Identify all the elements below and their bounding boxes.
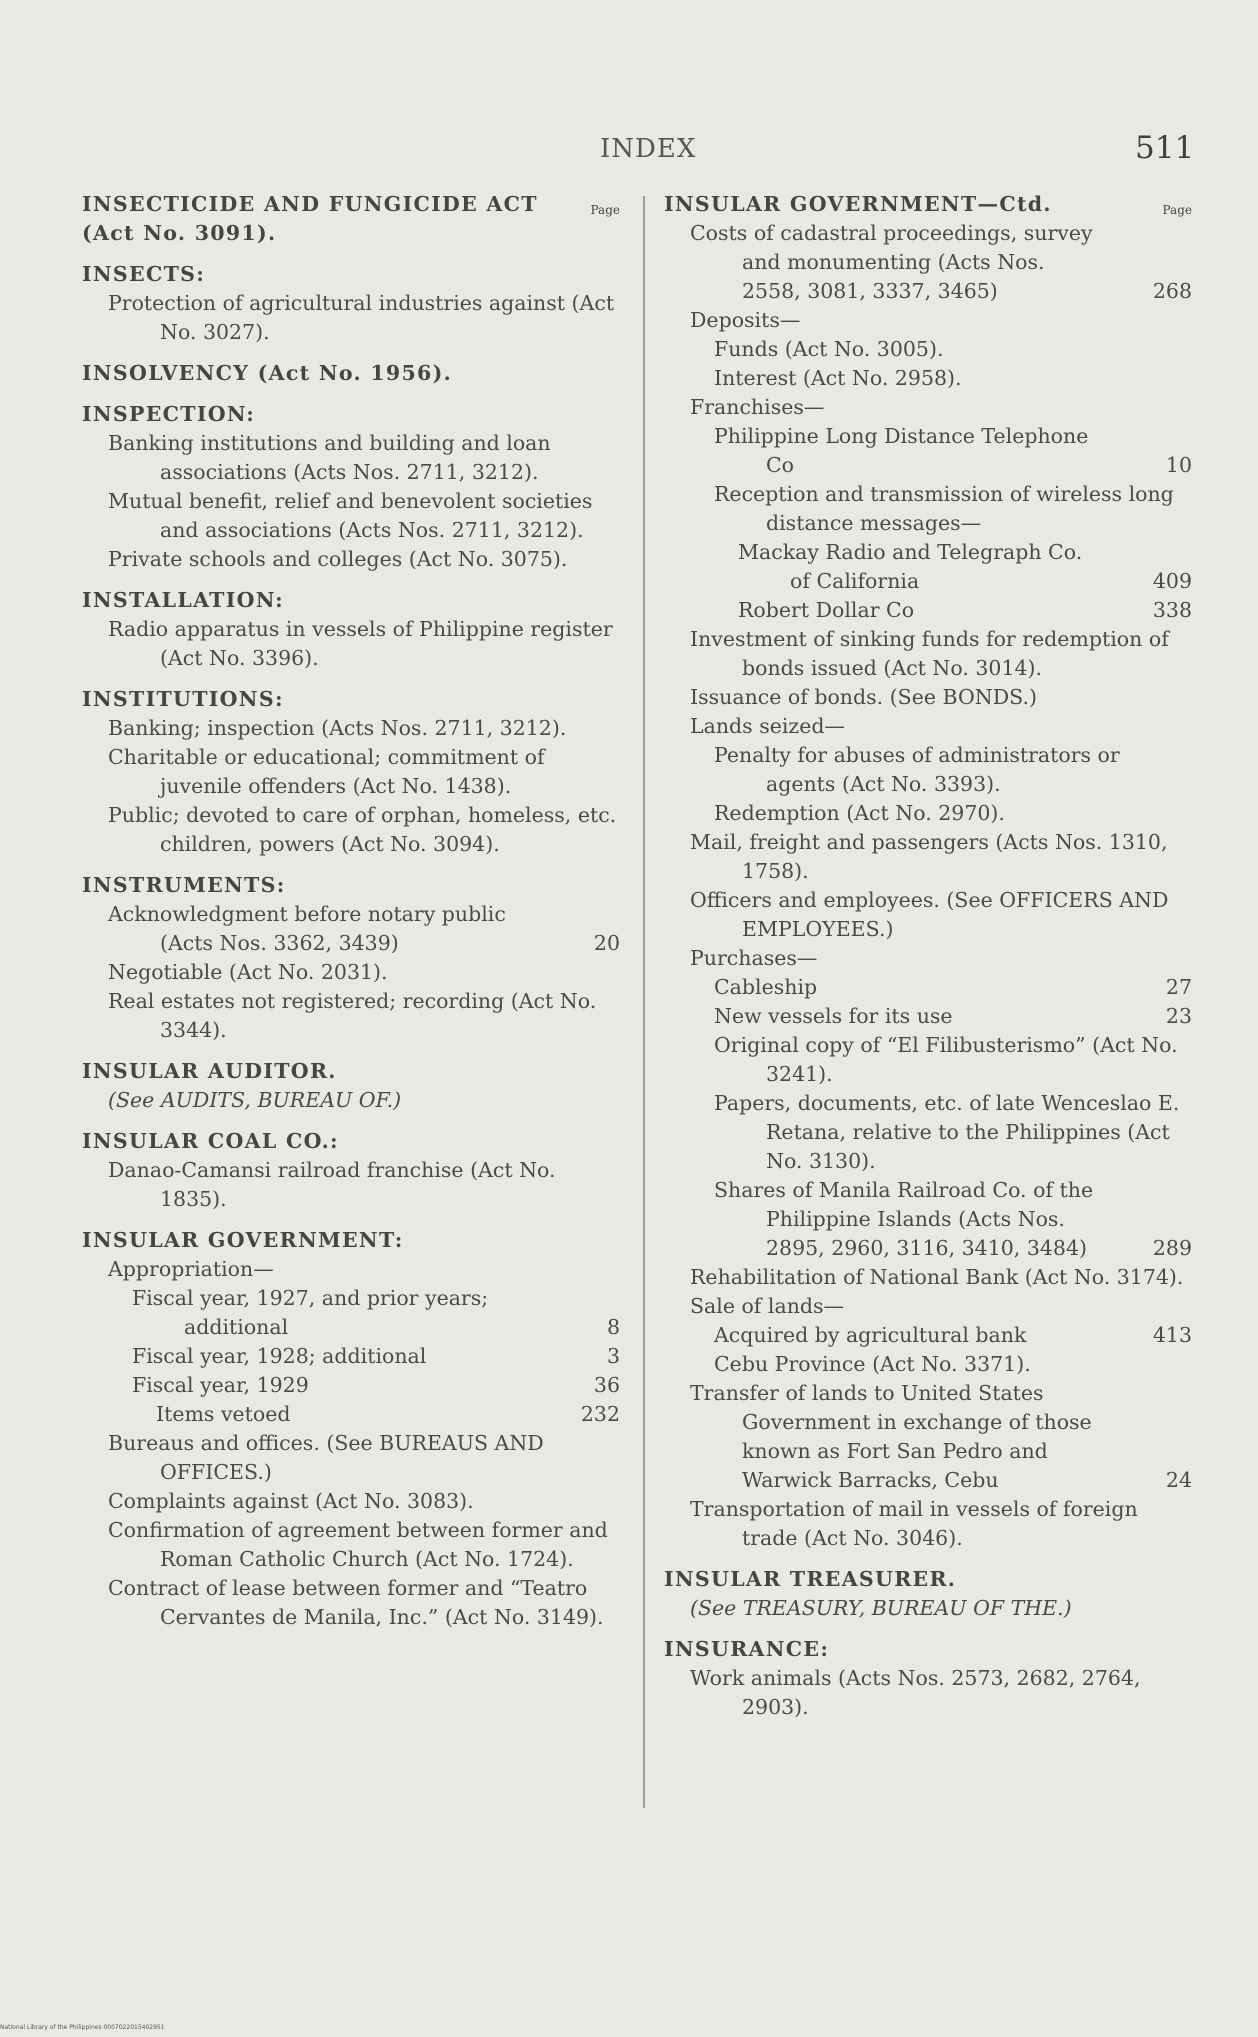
subentry-text: Items vetoed [156,1402,291,1426]
index-subentry [714,1176,1192,1263]
index-subentry [690,1664,1192,1722]
index-subentry [714,799,1192,828]
index-entry [80,260,620,347]
index-entry [80,190,620,248]
entry-heading-text: INSECTS: [82,262,206,286]
page-reference: 232 [580,1402,620,1426]
index-subentry [108,1156,620,1214]
subentry-text: Danao-Camansi railroad franchise (Act No. 1835). [108,1158,556,1211]
index-subentry [156,1400,620,1429]
entry-heading-text: INSTITUTIONS: [82,687,284,711]
subentry-text: Cableship [714,975,818,999]
subentry-text: Protection of agricultural industries against (Act No. 3027). [108,291,615,344]
page-number: 511 [1135,130,1195,166]
index-entry [80,871,620,1045]
index-subentry [690,886,1192,944]
index-entry [80,1226,620,1632]
entry-heading [80,1057,620,1086]
subentry-text: Papers, documents, etc. of late Wenceslao E. Retana, relative to the Philippines (Act No. 3130). [714,1091,1180,1173]
subentry-text: Bureaus and offices. (See BUREAUS AND OFFICES.) [108,1431,544,1484]
index-subentry [690,944,1192,973]
page-reference: 23 [1165,1004,1192,1028]
subentry-text: Appropriation— [108,1257,274,1281]
subentry-text: Franchises— [690,395,825,419]
subentry-text: Banking institutions and building and loan associations (Acts Nos. 2711, 3212). [108,431,551,484]
page-header [0,128,1258,168]
index-subentry [690,306,1192,335]
page-reference: 36 [593,1373,620,1397]
entry-heading-text: INSULAR AUDITOR. [82,1059,337,1083]
entry-heading-text: INSTALLATION: [82,588,284,612]
subentry-text: Real estates not registered; recording (Act No. 3344). [108,989,597,1042]
page-reference: 20 [593,931,620,955]
entry-heading-text: INSULAR GOVERNMENT: [82,1228,404,1252]
page-column-label: Page [1162,203,1192,217]
index-subentry [714,364,1192,393]
entry-heading [80,1226,620,1255]
page-reference: 268 [1152,279,1192,303]
entry-heading [80,359,620,388]
index-subentry [108,429,620,487]
subentry-text: Confirmation of agreement between former and Roman Catholic Church (Act No. 1724). [108,1518,608,1571]
index-subentry [132,1284,620,1342]
subentry-text: Banking; inspection (Acts Nos. 2711, 3212). [108,716,567,740]
page-reference: 409 [1152,569,1192,593]
subentry-text: New vessels for its use [714,1004,953,1028]
entry-heading-text: INSURANCE: [664,1637,830,1661]
page-reference: 24 [1165,1468,1192,1492]
index-subentry [108,487,620,545]
index-subentry [690,1292,1192,1321]
entry-heading-text: INSTRUMENTS: [82,873,286,897]
subentry-text: Private schools and colleges (Act No. 3075). [108,547,568,571]
index-entry [662,1565,1192,1623]
subentry-text: Robert Dollar Co [738,598,915,622]
index-entry [80,359,620,388]
entry-heading [662,1565,1192,1594]
page-reference: 413 [1152,1323,1192,1347]
subentry-text: Costs of cadastral proceedings, survey and monumenting (Acts Nos. 2558, 3081, 3337, 3465) [690,221,1093,303]
index-subentry [690,393,1192,422]
subentry-text: Mackay Radio and Telegraph Co. of California [738,540,1083,593]
subentry-text: Contract of lease between former and “Teatro Cervantes de Manila, Inc.” (Act No. 3149). [108,1576,604,1629]
index-subentry [108,1574,620,1632]
entry-heading [80,1127,620,1156]
subentry-text: Philippine Long Distance Telephone Co [714,424,1089,477]
right-index-column [662,190,1192,1734]
entry-heading-text: INSULAR TREASURER. [664,1567,957,1591]
index-subentry [108,987,620,1045]
subentry-text: Radio apparatus in vessels of Philippine register (Act No. 3396). [108,617,613,670]
subentry-text: Transfer of lands to United States Government in exchange of those known as Fort San Pedro and Warwick Barracks, Cebu [690,1381,1092,1492]
subentry-text: Negotiable (Act No. 2031). [108,960,388,984]
entry-heading [80,586,620,615]
index-subentry [690,1379,1192,1495]
index-subentry [108,545,620,574]
index-subentry [108,958,620,987]
subentry-text: Public; devoted to care of orphan, homeless, etc. children, powers (Act No. 3094). [108,803,617,856]
entry-heading [662,1635,1192,1664]
entry-heading [80,260,620,289]
subentry-text: Fiscal year, 1929 [132,1373,309,1397]
subentry-text: Mutual benefit, relief and benevolent societies and associations (Acts Nos. 2711, 3212). [108,489,593,542]
index-subentry [690,683,1192,712]
index-entry [80,400,620,574]
subentry-text: Issuance of bonds. (See BONDS.) [690,685,1037,709]
entry-heading [80,190,620,248]
index-subentry [132,1342,620,1371]
page-reference: 8 [606,1315,620,1339]
index-subentry [690,625,1192,683]
index-subentry [690,828,1192,886]
subentry-text: Redemption (Act No. 2970). [714,801,1005,825]
page-reference: 289 [1152,1236,1192,1260]
page-reference: 27 [1165,975,1192,999]
subentry-text: Interest (Act No. 2958). [714,366,962,390]
entry-heading-text: INSPECTION: [82,402,256,426]
subentry-text: Cebu Province (Act No. 3371). [714,1352,1031,1376]
subentry-text: Fiscal year, 1927, and prior years; additional [132,1286,489,1339]
entry-heading [662,190,1192,219]
index-subentry [108,743,620,801]
index-entry [80,1127,620,1214]
index-subentry [690,1263,1192,1292]
scan-footer: National Library of the Philippines 0007022015402951 [0,2024,165,2031]
index-subentry [714,1031,1192,1089]
subentry-text: Acknowledgment before notary public (Acts Nos. 3362, 3439) [108,902,506,955]
running-title: INDEX [600,134,697,164]
entry-heading [80,685,620,714]
subentry-text: Rehabilitation of National Bank (Act No. 3174). [690,1265,1184,1289]
index-subentry [132,1371,620,1400]
entry-heading-text: INSULAR COAL CO.: [82,1129,339,1153]
index-subentry [108,615,620,673]
index-subentry [714,335,1192,364]
page-column-label: Page [590,203,620,217]
subentry-text: Acquired by agricultural bank [714,1323,1027,1347]
index-entry [80,685,620,859]
index-subentry [714,422,1192,480]
subentry-text: Fiscal year, 1928; additional [132,1344,427,1368]
subentry-text: Work animals (Acts Nos. 2573, 2682, 2764, 2903). [690,1666,1141,1719]
index-subentry [108,1429,620,1487]
index-entry [662,190,1192,1553]
subentry-text: Funds (Act No. 3005). [714,337,944,361]
page-reference: 338 [1152,598,1192,622]
index-subentry [714,973,1192,1002]
index-subentry [714,1350,1192,1379]
index-subentry [714,1089,1192,1176]
subentry-text: Deposits— [690,308,801,332]
page-reference: 10 [1165,453,1192,477]
index-entry [80,1057,620,1115]
entry-heading [80,400,620,429]
see-reference: (See AUDITS, BUREAU OF.) [108,1088,402,1112]
index-entry [80,586,620,673]
index-subentry [690,219,1192,306]
index-subentry [690,712,1192,741]
column-divider [643,196,645,1808]
index-subentry [714,1002,1192,1031]
subentry-text: Reception and transmission of wireless long distance messages— [714,482,1174,535]
index-subentry [108,1255,620,1284]
index-subentry [108,1516,620,1574]
index-subentry [108,1487,620,1516]
entry-heading [80,871,620,900]
see-reference: (See TREASURY, BUREAU OF THE.) [690,1596,1072,1620]
index-entry [662,1635,1192,1722]
entry-heading-text: INSOLVENCY (Act No. 1956). [82,361,453,385]
index-subentry [108,714,620,743]
index-subentry [108,289,620,347]
entry-heading-text: INSULAR GOVERNMENT—Ctd. [664,192,1052,216]
subentry-text: Lands seized— [690,714,845,738]
index-subentry [714,1321,1192,1350]
page-reference: 3 [606,1344,620,1368]
subentry-text: Penalty for abuses of administrators or agents (Act No. 3393). [714,743,1120,796]
entry-heading-text: INSECTICIDE AND FUNGICIDE ACT (Act No. 3091). [82,192,538,245]
index-subentry [738,596,1192,625]
subentry-text: Mail, freight and passengers (Acts Nos. 1310, 1758). [690,830,1168,883]
left-index-column [80,190,620,1644]
subentry-text: Officers and employees. (See OFFICERS AND EMPLOYEES.) [690,888,1169,941]
subentry-text: Charitable or educational; commitment of juvenile offenders (Act No. 1438). [108,745,545,798]
subentry-text: Original copy of “El Filibusterismo” (Act No. 3241). [714,1033,1178,1086]
subentry-text: Investment of sinking funds for redemption of bonds issued (Act No. 3014). [690,627,1169,680]
subentry-text: Shares of Manila Railroad Co. of the Philippine Islands (Acts Nos. 2895, 2960, 3116, 3410, 3484) [714,1178,1094,1260]
index-subentry [690,1495,1192,1553]
subentry-text: Transportation of mail in vessels of foreign trade (Act No. 3046). [690,1497,1138,1550]
subentry-text: Sale of lands— [690,1294,845,1318]
index-subentry [108,900,620,958]
index-subentry [714,741,1192,799]
index-subentry [714,480,1192,538]
subentry-text: Purchases— [690,946,818,970]
index-subentry [108,801,620,859]
subentry-text: Complaints against (Act No. 3083). [108,1489,474,1513]
index-subentry [738,538,1192,596]
